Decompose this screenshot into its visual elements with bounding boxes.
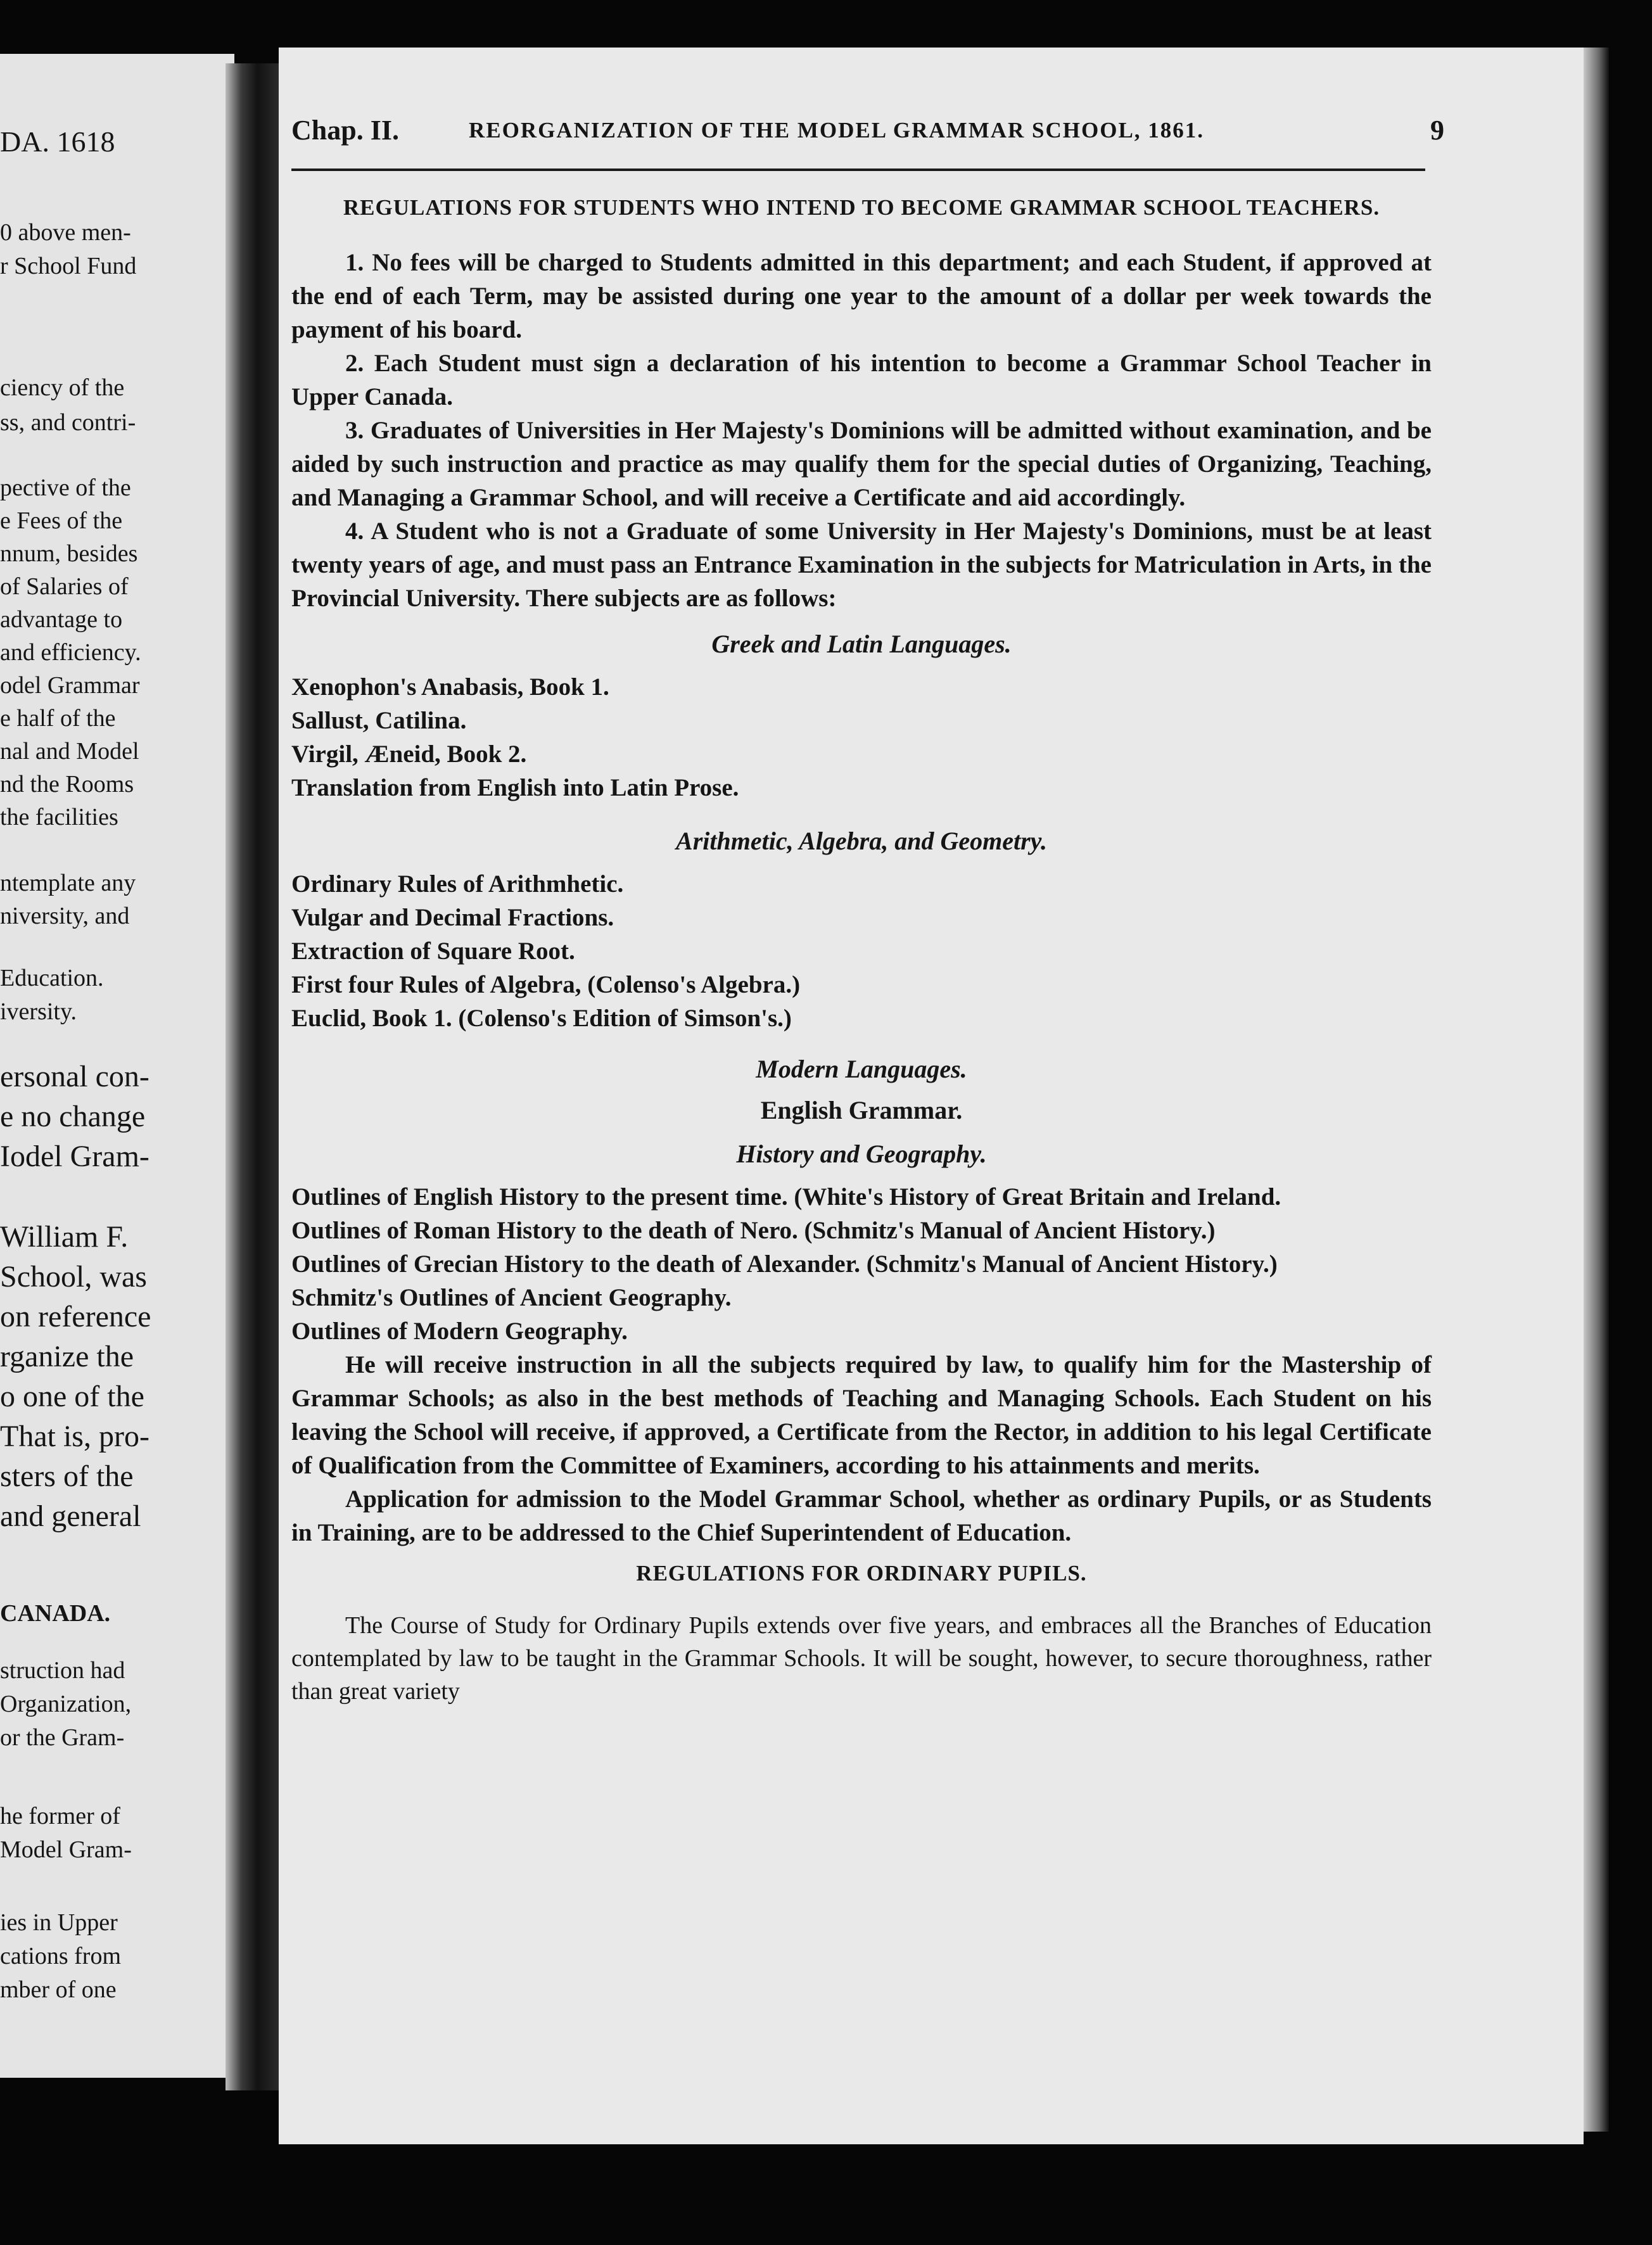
facing-page-line: and efficiency. [0, 639, 141, 666]
subject-heading: Greek and Latin Languages. [711, 630, 1012, 658]
facing-page-line: the facilities [0, 804, 118, 830]
running-header [291, 114, 1444, 152]
facing-page [0, 54, 234, 2078]
facing-page-line: nnum, besides [0, 540, 138, 567]
section-heading: REGULATIONS FOR STUDENTS WHO INTEND TO BECOME GRAMMAR SCHOOL TEACHERS. [343, 195, 1380, 220]
facing-page-line: That is, pro- [0, 1420, 149, 1453]
page-content [291, 114, 1444, 1708]
subject-item: Outlines of Roman History to the death of Nero. (Schmitz's Manual of Ancient History.) [291, 1217, 1216, 1244]
paragraph: The Course of Study for Ordinary Pupils extends over five years, and embraces all the Branches of Education contemplated by law to be taught in the Grammar Schools. It will be sought, however, to secure thoroughness, rather than great variety [291, 1612, 1432, 1705]
subject-item: Outlines of English History to the present time. (White's History of Great Britain and Ireland. [291, 1183, 1281, 1211]
facing-page-line: e no change [0, 1100, 146, 1133]
facing-page-line: pective of the [0, 474, 131, 501]
facing-page-line: 0 above men- [0, 219, 131, 246]
facing-page-line: odel Grammar [0, 672, 140, 699]
facing-page-line: o one of the [0, 1380, 144, 1413]
paragraph: 3. Graduates of Universities in Her Majesty's Dominions will be admitted without examination, and be aided by such instruction and practice as may qualify them for the special duties of Organizing, Teaching, and Managing a Grammar School, and will receive a Certificate and aid accordingly. [291, 417, 1432, 511]
facing-page-line: William F. [0, 1220, 129, 1254]
subject-heading: Modern Languages. [756, 1055, 967, 1083]
subject-item: Ordinary Rules of Arithmhetic. [291, 870, 624, 898]
paragraph: 2. Each Student must sign a declaration of his intention to become a Grammar School Teacher in Upper Canada. [291, 350, 1432, 410]
facing-page-line: CANADA. [0, 1600, 111, 1627]
facing-page-line: niversity, and [0, 903, 130, 929]
facing-page-line: struction had [0, 1657, 125, 1684]
facing-page-line: and general [0, 1499, 141, 1533]
subject-item: Xenophon's Anabasis, Book 1. [291, 673, 609, 701]
subject-item: Outlines of Grecian History to the death of Alexander. (Schmitz's Manual of Ancient History.) [291, 1250, 1278, 1278]
section-heading: REGULATIONS FOR ORDINARY PUPILS. [636, 1561, 1087, 1586]
book-gutter [226, 63, 279, 2090]
facing-page-line: Iodel Gram- [0, 1140, 149, 1173]
facing-page-line: rganize the [0, 1340, 134, 1373]
subject-item: Schmitz's Outlines of Ancient Geography. [291, 1284, 732, 1311]
page-edge [1584, 48, 1609, 2132]
facing-page-line: ciency of the [0, 374, 125, 401]
subject-item: Virgil, Æneid, Book 2. [291, 741, 527, 768]
facing-page-line: e Fees of the [0, 507, 123, 534]
paragraph: 1. No fees will be charged to Students admitted in this department; and each Student, if approved at the end of each Term, may be assisted during one year to the amount of a dollar per week towards the payment of his board. [291, 249, 1432, 343]
facing-page-line: nal and Model [0, 738, 139, 765]
facing-page-line: School, was [0, 1260, 147, 1294]
page-number: 9 [1430, 115, 1444, 146]
facing-page-line: nd the Rooms [0, 771, 134, 798]
facing-page-line: ntemplate any [0, 870, 136, 896]
facing-page-line: e half of the [0, 705, 116, 732]
subject-heading: History and Geography. [736, 1140, 987, 1168]
subject-item: Outlines of Modern Geography. [291, 1318, 628, 1345]
facing-page-line: Model Gram- [0, 1836, 132, 1863]
paragraph: Application for admission to the Model Grammar School, whether as ordinary Pupils, or as Students in Training, are to be addressed to the Chief Superintendent of Education. [291, 1485, 1432, 1546]
subject-item: Translation from English into Latin Prose. [291, 774, 739, 801]
facing-page-line: advantage to [0, 606, 123, 633]
facing-page-line: ss, and contri- [0, 409, 136, 436]
subject-heading: Arithmetic, Algebra, and Geometry. [676, 827, 1047, 855]
facing-page-line: on reference [0, 1300, 151, 1333]
facing-page-line: of Salaries of [0, 573, 129, 600]
facing-page-line: r School Fund [0, 253, 137, 279]
facing-page-line: sters of the [0, 1460, 134, 1493]
facing-page-line: mber of one [0, 1976, 117, 2003]
subject-item: Vulgar and Decimal Fractions. [291, 904, 614, 931]
subject-item: Euclid, Book 1. (Colenso's Edition of Simson's.) [291, 1005, 792, 1032]
running-title: REORGANIZATION OF THE MODEL GRAMMAR SCHOOL, 1861. [469, 118, 1205, 143]
facing-page-line: iversity. [0, 998, 77, 1025]
facing-page-line: Organization, [0, 1691, 132, 1717]
facing-page-header: DA. 1618 [0, 125, 115, 158]
paragraph: 4. A Student who is not a Graduate of some University in Her Majesty's Dominions, must be at least twenty years of age, and must pass an Entrance Examination in the subjects for Matriculation in Arts, in the Provincial University. There subjects are as follows: [291, 518, 1432, 612]
facing-page-line: or the Gram- [0, 1724, 125, 1751]
facing-page-line: ies in Upper [0, 1909, 118, 1936]
subject-item: First four Rules of Algebra, (Colenso's Algebra.) [291, 971, 801, 998]
facing-page-line: cations from [0, 1943, 122, 1969]
facing-page-line: Education. [0, 965, 104, 991]
facing-page-line: he former of [0, 1803, 120, 1829]
subject-item: English Grammar. [760, 1096, 963, 1124]
paragraph: He will receive instruction in all the subjects required by law, to qualify him for the Mastership of Grammar Schools; as also in the best methods of Teaching and Managing Schools. Each Student on his leaving the School will receive, if approved, a Certificate from the Rector, in addition to his legal Certificate of Qualification from the Committee of Examiners, according to his attainments and merits. [291, 1351, 1432, 1479]
subject-item: Sallust, Catilina. [291, 707, 467, 734]
chapter-label: Chap. II. [291, 115, 399, 146]
subject-item: Extraction of Square Root. [291, 938, 575, 965]
header-rule [291, 169, 1425, 171]
facing-page-line: ersonal con- [0, 1060, 149, 1093]
